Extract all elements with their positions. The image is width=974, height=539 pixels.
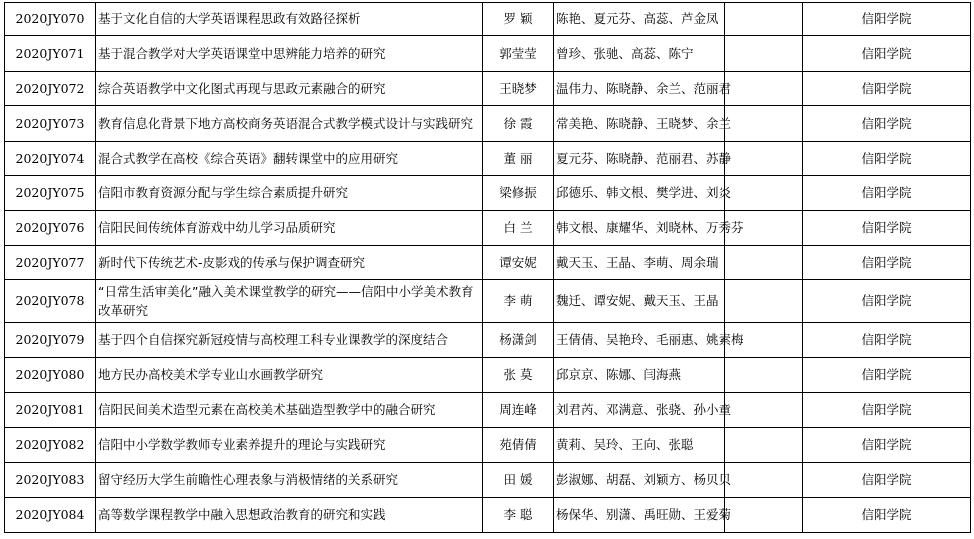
leader-cell: 李 聪 [483, 498, 554, 533]
org-cell: 信阳学院 [803, 36, 971, 72]
title-cell: 信阳民间美术造型元素在高校美术基础造型教学中的融合研究 [96, 393, 483, 428]
table-row [5, 106, 971, 142]
title-cell: 基于文化自信的大学英语课程思政有效路径探析 [96, 3, 483, 36]
members-cell: 戴天玉、王晶、李萌、周余瑞 [554, 246, 725, 280]
org-cell: 信阳学院 [803, 323, 971, 358]
title-cell: 信阳民间传统体育游戏中幼儿学习品质研究 [96, 211, 483, 246]
title-cell: 教育信息化背景下地方高校商务英语混合式教学模式设计与实践研究 [96, 106, 483, 142]
code-cell: 2020JY083 [5, 463, 96, 498]
blank-cell [725, 428, 803, 463]
table-row [5, 142, 971, 176]
table-row [5, 3, 971, 36]
project-table [4, 2, 971, 533]
code-cell: 2020JY071 [5, 36, 96, 72]
table-row [5, 36, 971, 72]
blank-cell [725, 36, 803, 72]
table-row [5, 428, 971, 463]
members-cell: 常美艳、陈晓静、王晓梦、余兰 [554, 106, 725, 142]
leader-cell: 王晓梦 [483, 72, 554, 106]
table-row [5, 463, 971, 498]
title-cell: 基于混合教学对大学英语课堂中思辨能力培养的研究 [96, 36, 483, 72]
leader-cell: 李 萌 [483, 280, 554, 323]
members-cell: 邱京京、陈娜、闫海燕 [554, 358, 725, 393]
members-cell: 彭淑娜、胡磊、刘颖方、杨贝贝 [554, 463, 725, 498]
org-cell: 信阳学院 [803, 3, 971, 36]
table-row [5, 72, 971, 106]
members-cell: 曾珍、张驰、高蕊、陈宁 [554, 36, 725, 72]
org-cell: 信阳学院 [803, 498, 971, 533]
title-cell: 信阳中小学数学教师专业素养提升的理论与实践研究 [96, 428, 483, 463]
blank-cell [725, 358, 803, 393]
table-row [5, 498, 971, 533]
leader-cell: 张 莫 [483, 358, 554, 393]
leader-cell: 罗 颖 [483, 3, 554, 36]
code-cell: 2020JY070 [5, 3, 96, 36]
code-cell: 2020JY075 [5, 176, 96, 211]
table-row [5, 358, 971, 393]
members-cell: 温伟力、陈晓静、余兰、范丽君 [554, 72, 725, 106]
leader-cell: 周连峰 [483, 393, 554, 428]
leader-cell: 苑倩倩 [483, 428, 554, 463]
blank-cell [725, 393, 803, 428]
code-cell: 2020JY073 [5, 106, 96, 142]
leader-cell: 徐 霞 [483, 106, 554, 142]
code-cell: 2020JY080 [5, 358, 96, 393]
title-cell: 基于四个自信探究新冠疫情与高校理工科专业课教学的深度结合 [96, 323, 483, 358]
code-cell: 2020JY082 [5, 428, 96, 463]
project-table-body [5, 3, 971, 533]
code-cell: 2020JY081 [5, 393, 96, 428]
code-cell: 2020JY074 [5, 142, 96, 176]
members-cell: 邱德乐、韩文根、樊学进、刘炎 [554, 176, 725, 211]
code-cell: 2020JY077 [5, 246, 96, 280]
org-cell: 信阳学院 [803, 106, 971, 142]
table-row [5, 280, 971, 323]
table-row [5, 393, 971, 428]
title-cell: 高等数学课程教学中融入思想政治教育的研究和实践 [96, 498, 483, 533]
leader-cell: 白 兰 [483, 211, 554, 246]
table-row [5, 176, 971, 211]
org-cell: 信阳学院 [803, 142, 971, 176]
org-cell: 信阳学院 [803, 428, 971, 463]
org-cell: 信阳学院 [803, 280, 971, 323]
code-cell: 2020JY072 [5, 72, 96, 106]
leader-cell: 董 丽 [483, 142, 554, 176]
title-cell: 地方民办高校美术学专业山水画教学研究 [96, 358, 483, 393]
blank-cell [725, 3, 803, 36]
table-row [5, 211, 971, 246]
members-cell: 陈艳、夏元芬、高蕊、芦金凤 [554, 3, 725, 36]
blank-cell [725, 463, 803, 498]
members-cell: 王倩倩、吴艳玲、毛丽惠、姚素梅 [554, 323, 725, 358]
org-cell: 信阳学院 [803, 211, 971, 246]
members-cell: 杨保华、别潇、禹旺勋、王爱菊 [554, 498, 725, 533]
members-cell: 黄莉、吴玲、王向、张聪 [554, 428, 725, 463]
blank-cell [725, 498, 803, 533]
code-cell: 2020JY079 [5, 323, 96, 358]
title-cell: 信阳市教育资源分配与学生综合素质提升研究 [96, 176, 483, 211]
leader-cell: 梁修振 [483, 176, 554, 211]
blank-cell [725, 280, 803, 323]
members-cell: 魏迁、谭安妮、戴天玉、王晶 [554, 280, 725, 323]
org-cell: 信阳学院 [803, 176, 971, 211]
blank-cell [725, 142, 803, 176]
title-cell: 混合式教学在高校《综合英语》翻转课堂中的应用研究 [96, 142, 483, 176]
org-cell: 信阳学院 [803, 72, 971, 106]
leader-cell: 郭莹莹 [483, 36, 554, 72]
table-row [5, 323, 971, 358]
blank-cell [725, 246, 803, 280]
title-cell: “日常生活审美化”融入美术课堂教学的研究——信阳中小学美术教育改革研究 [96, 280, 483, 323]
members-cell: 夏元芬、陈晓静、范丽君、苏静 [554, 142, 725, 176]
org-cell: 信阳学院 [803, 393, 971, 428]
blank-cell [725, 106, 803, 142]
title-cell: 综合英语教学中文化图式再现与思政元素融合的研究 [96, 72, 483, 106]
members-cell: 韩文根、康耀华、刘晓林、万秀芬 [554, 211, 725, 246]
org-cell: 信阳学院 [803, 246, 971, 280]
blank-cell [725, 176, 803, 211]
members-cell: 刘君芮、邓满意、张骁、孙小童 [554, 393, 725, 428]
leader-cell: 杨潇剑 [483, 323, 554, 358]
code-cell: 2020JY076 [5, 211, 96, 246]
org-cell: 信阳学院 [803, 463, 971, 498]
table-row [5, 246, 971, 280]
code-cell: 2020JY084 [5, 498, 96, 533]
leader-cell: 谭安妮 [483, 246, 554, 280]
title-cell: 新时代下传统艺术-皮影戏的传承与保护调查研究 [96, 246, 483, 280]
code-cell: 2020JY078 [5, 280, 96, 323]
leader-cell: 田 媛 [483, 463, 554, 498]
blank-cell [725, 72, 803, 106]
title-cell: 留守经历大学生前瞻性心理表象与消极情绪的关系研究 [96, 463, 483, 498]
org-cell: 信阳学院 [803, 358, 971, 393]
